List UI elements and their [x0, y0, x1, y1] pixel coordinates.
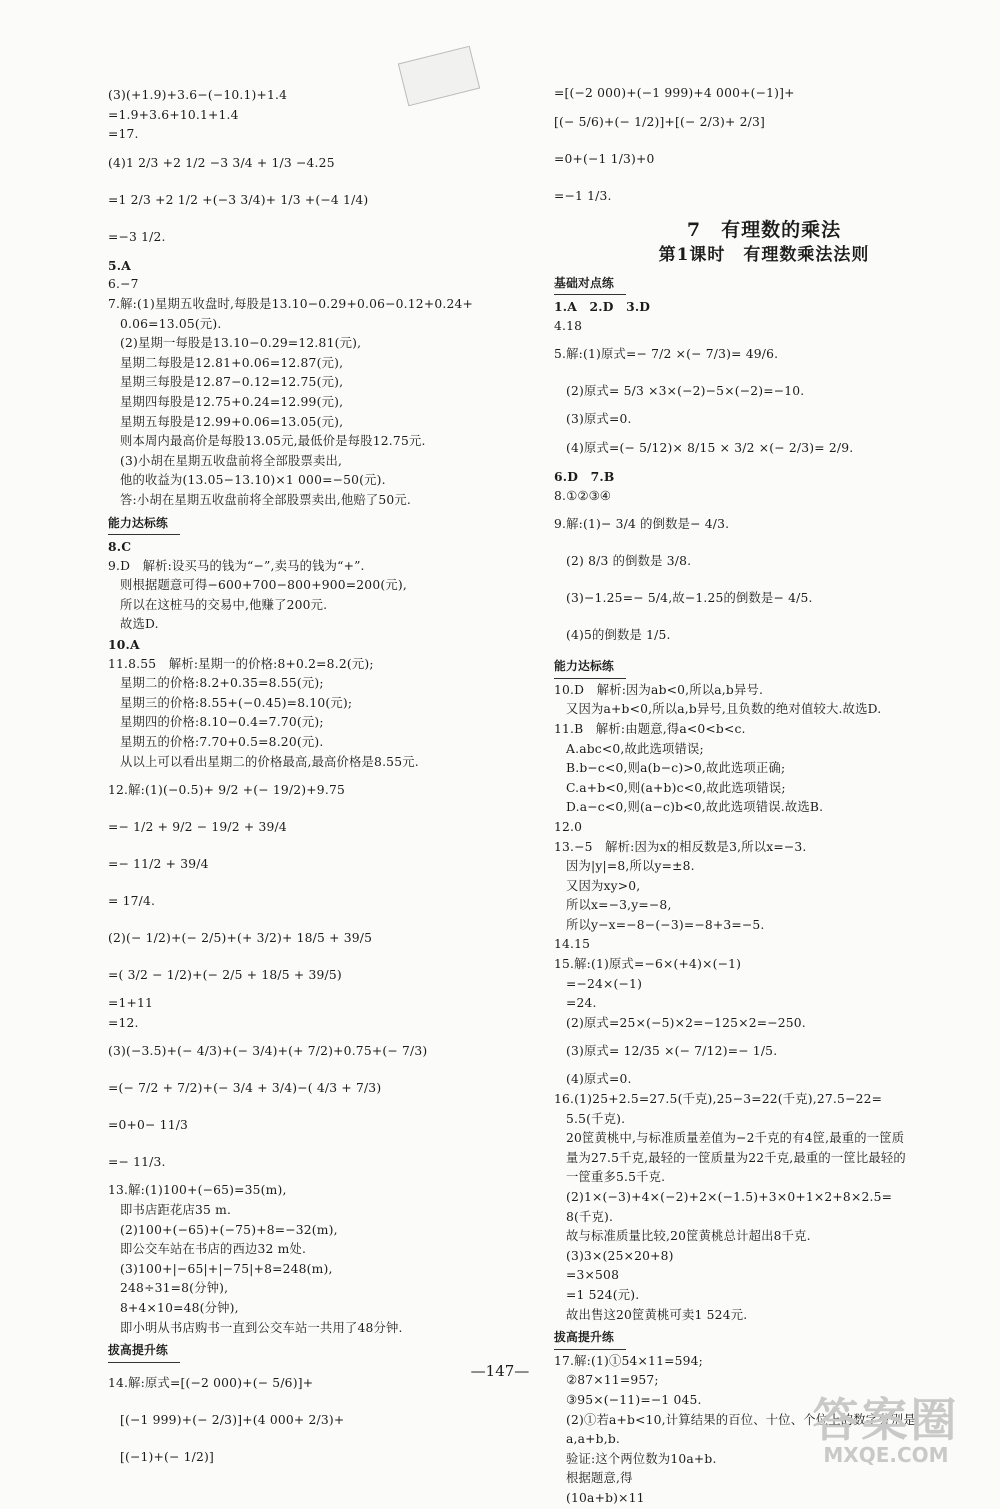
answer-line: 星期三每股是12.87−0.12=12.75(元), — [120, 375, 344, 390]
answer-line: (4)原式=(− 5/12)× 8/15 × 3/2 ×(− 2/3)= 2/9. — [566, 440, 854, 455]
answer-line: 所以x=−3,y=−8, — [566, 898, 672, 913]
answer-line: =− 1/2 + 9/2 − 19/2 + 39/4 — [108, 820, 287, 835]
answer-line: 6.−7 — [108, 277, 139, 292]
answer-line: (2)1×(−3)+4×(−2)+2×(−1.5)+3×0+1×2+8×2.5= — [566, 1190, 893, 1204]
answer-line: = 17/4. — [108, 894, 156, 909]
answer-line: 即小明从书店购书一直到公交车站一共用了48分钟. — [120, 1320, 403, 1335]
answer-line: 因为|y|=8,所以y=±8. — [566, 859, 695, 874]
answer-line: 8.①②③④ — [554, 488, 612, 503]
answer-line: 即公交车站在书店的西边32 m处. — [120, 1242, 307, 1257]
answer-line: =17. — [108, 127, 139, 142]
right-top-continuation — [554, 84, 974, 215]
answer-line: 星期二的价格:8.2+0.35=8.55(元); — [120, 676, 324, 691]
answer-line: 量为27.5千克,最轻的一筐质量为22千克,最重的一筐比最轻的 — [566, 1150, 906, 1165]
answer-line: (2)(− 1/2)+(− 2/5)+(+ 3/2)+ 18/5 + 39/5 — [108, 931, 373, 946]
answer-line: 1.A 2.D 3.D — [554, 299, 651, 315]
answer-line: B.b−c<0,则a(b−c)>0,故此选项正确; — [566, 761, 786, 776]
answer-line: 16.(1)25+2.5=27.5(千克),25−3=22(千克),27.5−22= — [554, 1092, 883, 1107]
answer-line: 9.D 解析:设买马的钱为“−”,卖马的钱为“+”. — [108, 558, 365, 573]
answer-line: (3)−1.25=− 5/4,故−1.25的倒数是− 4/5. — [566, 591, 813, 606]
brand-watermark — [786, 1395, 986, 1467]
section-label — [554, 271, 974, 298]
answer-line: 12.0 — [554, 819, 583, 834]
answer-line: 又因为a+b<0,所以a,b异号,且负数的绝对值较大.故选D. — [566, 702, 882, 717]
answer-line: =1.9+3.6+10.1+1.4 — [108, 107, 239, 122]
answer-line: (3)(−3.5)+(− 4/3)+(− 3/4)+(+ 7/2)+0.75+(− 7/3) — [108, 1044, 428, 1059]
answer-line: [(− 5/6)+(− 1/2)]+[(− 2/3)+ 2/3] — [554, 114, 765, 129]
answer-line: (2)原式=25×(−5)×2=−125×2=−250. — [566, 1015, 806, 1030]
right-main-content — [554, 271, 974, 1509]
answer-line: 即书店距花店35 m. — [120, 1203, 232, 1217]
answer-line: (3)100+|−65|+|−75|+8=248(m), — [120, 1261, 333, 1276]
answer-line: 4.18 — [554, 318, 583, 333]
answer-line: D.a−c<0,则(a−c)b<0,故此选项错误.故选B. — [566, 800, 824, 815]
answer-line: 星期五的价格:7.70+0.5=8.20(元). — [120, 735, 324, 750]
answer-line: 则本周内最高价是每股13.05元,最低价是每股12.75元. — [120, 434, 426, 449]
watermark-logo: 答案圈 — [812, 1393, 960, 1447]
answer-line: 15.解:(1)原式=−6×(+4)×(−1) — [554, 957, 742, 972]
section-label-text: 能力达标练 — [108, 514, 180, 536]
section-label-text: 能力达标练 — [554, 657, 626, 679]
answer-line: 5.解:(1)原式=− 7/2 ×(− 7/3)= 49/6. — [554, 347, 779, 362]
answer-line: 13.解:(1)100+(−65)=35(m), — [108, 1183, 287, 1198]
answer-line: =−3 1/2. — [108, 229, 166, 244]
answer-line: 0.06=13.05(元). — [120, 316, 222, 331]
answer-line: 所以y−x=−8−(−3)=−8+3=−5. — [566, 917, 765, 932]
answer-line: 则根据题意可得−600+700−800+900=200(元), — [120, 578, 407, 593]
answer-line: (3)3×(25×20+8) — [566, 1248, 674, 1263]
answer-line: =− 11/3. — [108, 1155, 166, 1170]
answer-line: [(−1 999)+(− 2/3)]+(4 000+ 2/3)+ — [120, 1412, 345, 1427]
answer-line: =( 3/2 − 1/2)+(− 2/5 + 18/5 + 39/5) — [108, 968, 342, 983]
answer-line: 星期五每股是12.99+0.06=13.05(元), — [120, 414, 344, 429]
page-number: —147— — [470, 1362, 530, 1380]
answer-line: =24. — [566, 996, 597, 1011]
answer-line: 14.15 — [554, 937, 591, 952]
answer-line: =−1 1/3. — [554, 188, 612, 203]
answer-line: (3)原式=0. — [566, 412, 632, 427]
answer-line: 6.D 7.B — [554, 468, 615, 484]
answer-line: 12.解:(1)(−0.5)+ 9/2 +(− 19/2)+9.75 — [108, 783, 345, 798]
answer-line: 10.D 解析:因为ab<0,所以a,b异号. — [554, 682, 764, 697]
answer-line: (3)(+1.9)+3.6−(−10.1)+1.4 — [108, 88, 288, 102]
answer-line: 所以在这桩马的交易中,他赚了200元. — [120, 597, 328, 612]
right-column — [554, 84, 974, 1509]
answer-line: ②87×11=957; — [566, 1373, 659, 1388]
answer-line: 从以上可以看出星期二的价格最高,最高价格是8.55元. — [120, 754, 419, 769]
section-label — [554, 1325, 974, 1352]
answer-line: 10.A — [108, 637, 140, 653]
answer-line: =1 2/3 +2 1/2 +(−3 3/4)+ 1/3 +(−4 1/4) — [108, 192, 369, 207]
chapter-heading: 7 有理数的乘法 — [686, 218, 842, 241]
answer-line: (2) 8/3 的倒数是 3/8. — [566, 554, 692, 569]
answer-line: C.a+b<0,则(a+b)c<0,故此选项错误; — [566, 780, 786, 795]
answer-line: 星期三的价格:8.55+(−0.45)=8.10(元); — [120, 695, 353, 710]
answer-line: 8+4×10=48(分钟), — [120, 1300, 239, 1315]
section-label — [108, 511, 518, 538]
answer-line: 11.B 解析:由题意,得a<0<b<c. — [554, 721, 746, 736]
answer-line: 9.解:(1)− 3/4 的倒数是− 4/3. — [554, 517, 730, 532]
answer-line: [(−1)+(− 1/2)] — [120, 1449, 215, 1464]
section-label-text: 拔高提升练 — [108, 1341, 180, 1363]
answer-line: 8(千克). — [566, 1209, 614, 1224]
answer-line: A.abc<0,故此选项错误; — [566, 741, 704, 756]
answer-line: 星期四的价格:8.10−0.4=7.70(元); — [120, 715, 324, 730]
answer-line: 20筐黄桃中,与标准质量差值为−2千克的有4筐,最重的一筐质 — [566, 1131, 905, 1146]
answer-line: 星期二每股是12.81+0.06=12.87(元), — [120, 355, 344, 370]
answer-line: 故选D. — [120, 617, 159, 632]
answer-line: 星期四每股是12.75+0.24=12.99(元), — [120, 394, 344, 409]
answer-line: 他的收益为(13.05−13.10)×1 000=−50(元). — [120, 473, 386, 488]
answer-line: =(− 7/2 + 7/2)+(− 3/4 + 3/4)−( 4/3 + 7/3) — [108, 1081, 382, 1096]
answer-line: 故与标准质量比较,20筐黄桃总计超出8千克. — [566, 1229, 811, 1244]
answer-line: (3)原式= 12/35 ×(− 7/12)=− 1/5. — [566, 1044, 778, 1059]
answer-line: =[(−2 000)+(−1 999)+4 000+(−1)]+ — [554, 86, 795, 100]
answer-line: 5.A — [108, 257, 131, 273]
section-label-text: 基础对点练 — [554, 274, 626, 296]
answer-line: (2)①若a+b<10,计算结果的百位、十位、个位上的数字分别是 — [566, 1412, 916, 1427]
answer-line: =0+0− 11/3 — [108, 1118, 189, 1133]
answer-line: 又因为xy>0, — [566, 878, 641, 893]
answer-line: =12. — [108, 1015, 139, 1030]
answer-line: (2)星期一每股是13.10−0.29=12.81(元), — [120, 336, 362, 351]
answer-line: 14.解:原式=[(−2 000)+(− 5/6)]+ — [108, 1375, 314, 1390]
answer-line: =1+11 — [108, 996, 154, 1011]
answer-line: (4)1 2/3 +2 1/2 −3 3/4 + 1/3 −4.25 — [108, 155, 335, 170]
section-label-text: 拔高提升练 — [554, 1328, 626, 1350]
answer-line: a,a+b,b. — [566, 1432, 621, 1447]
answer-line: =−24×(−1) — [566, 976, 643, 991]
answer-line: (4)原式=0. — [566, 1072, 632, 1087]
answer-line: 5.5(千克). — [566, 1111, 626, 1126]
answer-line: 248÷31=8(分钟), — [120, 1281, 229, 1296]
answer-line: 故出售这20筐黄桃可卖1 524元. — [566, 1307, 748, 1322]
left-column — [108, 86, 518, 1476]
answer-line: =− 11/2 + 39/4 — [108, 857, 209, 872]
answer-line: 8.C — [108, 539, 132, 555]
lesson-heading: 第1课时 有理数乘法法则 — [658, 244, 870, 265]
answer-line: 17.解:(1)①54×11=594; — [554, 1353, 704, 1368]
answer-line: =0+(−1 1/3)+0 — [554, 151, 655, 166]
answer-line: 11.8.55 解析:星期一的价格:8+0.2=8.2(元); — [108, 656, 374, 671]
answer-line: =1 524(元). — [566, 1287, 640, 1302]
section-label — [554, 654, 974, 681]
answer-line: ③95×(−11)=−1 045. — [566, 1392, 702, 1407]
answer-line: (2)100+(−65)+(−75)+8=−32(m), — [120, 1222, 338, 1237]
answer-line: 答:小胡在星期五收盘前将全部股票卖出,他赔了50元. — [120, 492, 412, 507]
answer-line: (2)原式= 5/3 ×3×(−2)−5×(−2)=−10. — [566, 384, 805, 399]
answer-line: 验证:这个两位数为10a+b. — [566, 1451, 717, 1466]
answer-line: =3×508 — [566, 1268, 620, 1283]
section-label — [108, 1338, 518, 1365]
answer-line: 13.−5 解析:因为x的相反数是3,所以x=−3. — [554, 839, 807, 854]
answer-line: 根据题意,得 — [566, 1471, 633, 1486]
answer-line: 7.解:(1)星期五收盘时,每股是13.10−0.29+0.06−0.12+0.24+ — [108, 296, 474, 311]
answer-line: (10a+b)×11 — [566, 1490, 645, 1505]
answer-line: (4)5的倒数是 1/5. — [566, 628, 671, 643]
watermark-url: MXQE.COM — [823, 1443, 949, 1467]
answer-line: 一筐重多5.5千克. — [566, 1170, 666, 1185]
answer-line: (3)小胡在星期五收盘前将全部股票卖出, — [120, 453, 343, 468]
